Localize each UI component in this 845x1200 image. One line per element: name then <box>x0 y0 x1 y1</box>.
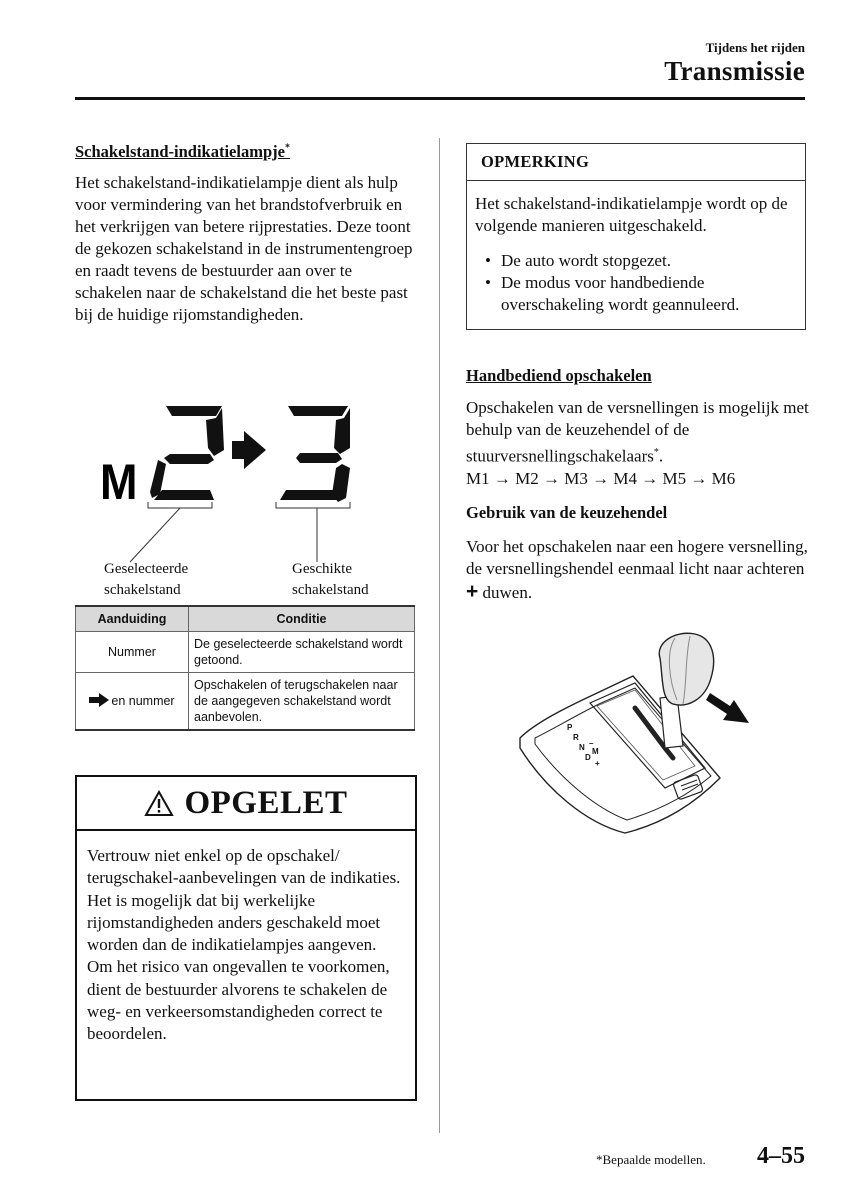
svg-text:D: D <box>585 753 591 762</box>
table-header-indication: Aanduiding <box>76 606 189 632</box>
section-heading-lever: Gebruik van de keuzehendel <box>466 503 668 522</box>
table-header-row <box>76 606 415 632</box>
svg-text:P: P <box>567 723 573 732</box>
column-divider <box>439 138 440 1133</box>
list-item: • De auto wordt stopgezet. <box>475 250 797 272</box>
table-cell-indication: Nummer <box>76 632 189 673</box>
arrow-right-icon <box>89 693 111 707</box>
indication-table <box>75 605 415 731</box>
header-rule <box>75 97 805 100</box>
indicator-intro: Het schakelstand-indikatielampje dient als hulp voor vermindering van het brandstofverbruik en het verkrijgen van betere rijprestaties. Deze toont de gekozen schakelstand in de instrumentengroep en raadt tevens de bestuurder aan over te schakelen naar de schakelstand die het beste past bij de huidige rijomstandigheden. <box>75 173 413 324</box>
gear-indicator-figure <box>100 398 370 518</box>
label-selected: Geselecteerde schakelstand <box>104 561 189 598</box>
label-suggested: Geschikte schakelstand <box>292 561 369 598</box>
arrow-right-icon <box>232 431 266 469</box>
note-title: OPMERKING <box>467 144 805 181</box>
list-item: • De modus voor handbediende overschakeling wordt geannuleerd. <box>475 272 797 316</box>
push-arrow-icon <box>706 693 749 723</box>
table-cell-indication: en nummer <box>76 673 189 731</box>
label-leaders <box>100 508 370 564</box>
svg-text:M: M <box>592 747 599 756</box>
suggested-digit-3 <box>280 406 350 502</box>
table-cell-condition: Opschakelen of terugschakelen naar de aangegeven schakelstand wordt aanbevolen. <box>189 673 415 731</box>
page-number: 4–55 <box>757 1143 805 1169</box>
lever-text: Voor het opschakelen naar een hogere versnelling, de versnellingshendel eenmaal licht naar achteren + duwen. <box>466 537 808 603</box>
shift-lever-figure <box>515 628 760 843</box>
gear-sequence: M1 → M2 → M3 → M4 → M5 → M6 <box>466 468 736 488</box>
section-title: Tijdens het rijden <box>705 40 805 55</box>
selected-digit-2 <box>150 406 224 500</box>
caution-box <box>75 775 417 1101</box>
warning-triangle-icon <box>144 790 174 817</box>
footnote: *Bepaalde modellen. <box>596 1152 706 1167</box>
upshift-text: Opschakelen van de versnellingen is mogelijk met behulp van de keuzehendel of de stuurversnellingschakelaars*. M1 → M2 → M3 → M4 → M5 → M6 <box>466 398 809 488</box>
note-body <box>467 181 805 316</box>
note-text: Het schakelstand-indikatielampje wordt op de volgende manieren uitgeschakeld. <box>475 194 788 235</box>
caution-header <box>77 777 415 831</box>
caution-text: Vertrouw niet enkel op de opschakel/ terugschakel-aanbevelingen van de indikaties. Het is mogelijk dat bij werkelijke rijomstandigheden anders geschakeld moet worden dan de indikatielampjes aangeven. Om het risico van ongevallen te voorkomen, dient de bestuurder alvorens te schakelen de weg- en verkeersomstandigheden correct te beoordelen. <box>87 846 401 1044</box>
note-list <box>475 250 797 316</box>
section-heading-upshift: Handbediend opschakelen <box>466 366 652 385</box>
table-row <box>76 632 415 673</box>
svg-text:R: R <box>573 733 579 742</box>
table-row <box>76 673 415 731</box>
left-column <box>75 142 415 326</box>
table-header-condition: Conditie <box>189 606 415 632</box>
note-box <box>466 143 806 330</box>
svg-text:–: – <box>589 739 594 748</box>
mode-letter: M <box>100 454 138 511</box>
svg-text:+: + <box>595 759 600 768</box>
section-heading-indicator: Schakelstand-indikatielampje* <box>75 142 290 161</box>
plus-icon: + <box>466 579 479 603</box>
svg-text:N: N <box>579 743 585 752</box>
caution-title: OPGELET <box>184 784 348 821</box>
chapter-title: Transmissie <box>664 56 805 86</box>
table-cell-condition: De geselecteerde schakelstand wordt getoond. <box>189 632 415 673</box>
gear-position-labels <box>567 723 600 768</box>
